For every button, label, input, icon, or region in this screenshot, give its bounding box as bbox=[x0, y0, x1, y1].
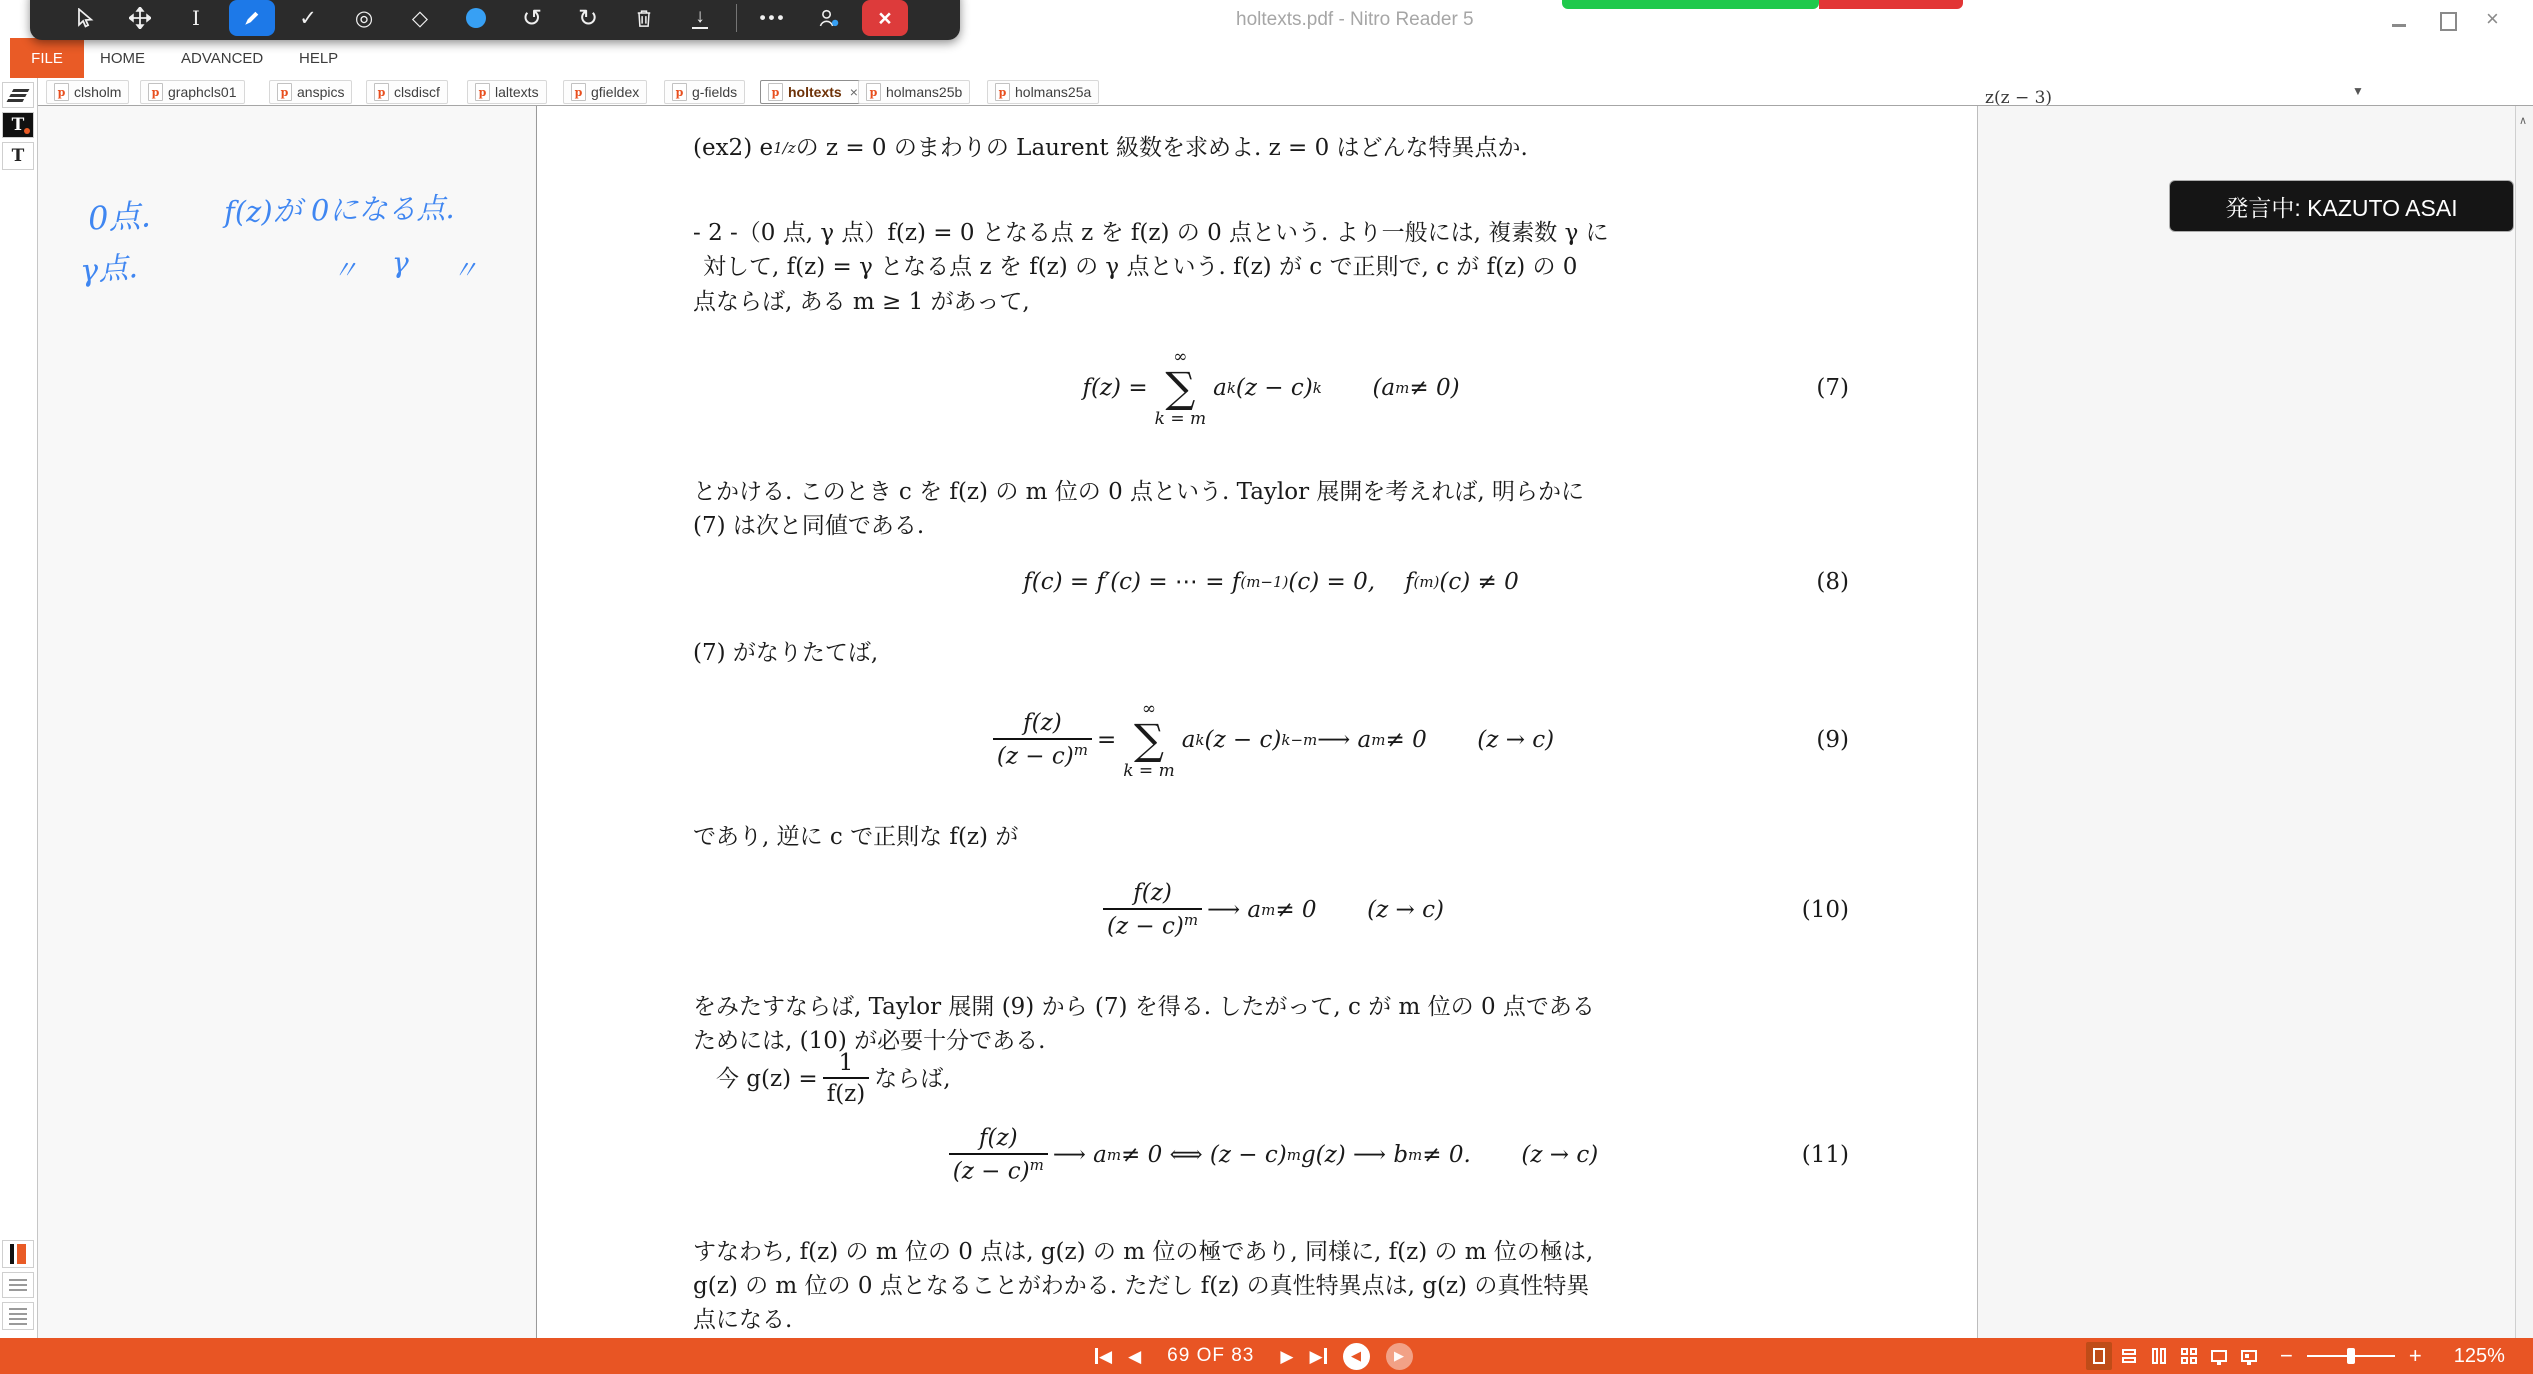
tab-laltexts[interactable]: p laltexts bbox=[467, 80, 547, 104]
tab-g-fields[interactable]: p g-fields bbox=[664, 80, 745, 104]
page-indicator: 69 OF 83 bbox=[1167, 1345, 1255, 1366]
redo-icon[interactable]: ↻ bbox=[577, 4, 599, 32]
zoom-in-button[interactable]: + bbox=[2408, 1343, 2422, 1368]
participant-annotate-icon[interactable] bbox=[801, 0, 857, 36]
status-bar bbox=[0, 1338, 2533, 1374]
doc-paragraph-line: - 2 -（0 点, γ 点）f(z) = 0 となる点 z を f(z) の 0 点という. より一般には, 複素数 γ に bbox=[693, 220, 1609, 246]
handwriting-fz-note: f(z)が 0になる点. bbox=[223, 190, 455, 230]
tab-close-icon[interactable]: × bbox=[849, 84, 858, 100]
page-layout-controls bbox=[2086, 1342, 2262, 1370]
next-page-button[interactable]: ▶ bbox=[1280, 1346, 1294, 1366]
close-annotation-icon[interactable]: × bbox=[862, 0, 908, 36]
pdf-file-icon: p bbox=[374, 83, 389, 101]
handwriting-gamma-point: γ点. bbox=[79, 250, 139, 289]
pdf-file-icon: p bbox=[995, 83, 1010, 101]
handwriting-ditto-2: 〃 bbox=[452, 256, 479, 286]
doc-paragraph-line: をみたすならば, Taylor 展開 (9) から (7) を得る. したがって, c が m 位の 0 点である bbox=[693, 994, 1595, 1020]
menu-bar bbox=[0, 38, 2533, 78]
window-title: holtexts.pdf - Nitro Reader 5 bbox=[1236, 9, 1474, 30]
layout-single-page-button[interactable] bbox=[2086, 1342, 2112, 1370]
tab-holmans25b[interactable]: p holmans25b bbox=[858, 80, 970, 104]
doc-paragraph-line-inline-math: 今 g(z) = $\frac{1}{f(z)}$ ならば, bbox=[693, 1050, 951, 1108]
monitor-icon bbox=[2211, 1350, 2227, 1362]
equation-7-number: (7) bbox=[1816, 375, 1849, 401]
single-page-icon bbox=[2093, 1348, 2105, 1364]
trash-icon[interactable] bbox=[616, 0, 672, 36]
pdf-file-icon: p bbox=[54, 83, 69, 101]
pen-tool-icon[interactable] bbox=[229, 0, 275, 36]
pdf-page bbox=[536, 106, 1978, 1338]
pdf-file-icon: p bbox=[277, 83, 292, 101]
left-icon-strip bbox=[0, 78, 38, 1338]
panel-icon-list[interactable] bbox=[2, 1272, 34, 1298]
tab-holmans25a[interactable]: p holmans25a bbox=[987, 80, 1099, 104]
handwriting-ditto-1: 〃 bbox=[332, 256, 359, 286]
screen-share-green-pill[interactable] bbox=[1562, 0, 1819, 9]
maximize-button[interactable] bbox=[2440, 12, 2457, 31]
equation-11 bbox=[693, 1113, 1849, 1197]
tab-gfieldex[interactable]: p gfieldex bbox=[563, 80, 647, 104]
panel-icon-detail-list[interactable] bbox=[2, 1302, 34, 1330]
doc-paragraph-line: g(z) の m 位の 0 点となることがわかる. ただし f(z) の真性特異点は, g(z) の真性特異 bbox=[693, 1273, 1590, 1299]
bars-icon bbox=[10, 1244, 26, 1264]
move-tool-icon[interactable] bbox=[112, 0, 168, 36]
grid-icon bbox=[2181, 1348, 2197, 1364]
view-forward-button[interactable]: ▶ bbox=[1386, 1343, 1413, 1370]
equation-8 bbox=[693, 562, 1849, 602]
zigzag-icon bbox=[7, 89, 30, 102]
left-panel bbox=[38, 106, 535, 1338]
minimize-button[interactable] bbox=[2392, 24, 2406, 27]
check-tool-icon[interactable]: ✓ bbox=[299, 6, 317, 30]
zoom-slider-thumb[interactable] bbox=[2347, 1348, 2355, 1364]
first-page-button[interactable]: ◀ bbox=[1095, 1348, 1112, 1365]
doc-paragraph-line: (7) は次と同値である. bbox=[693, 513, 925, 539]
menu-advanced[interactable]: ADVANCED bbox=[181, 49, 264, 67]
laser-tool-icon[interactable]: ◎ bbox=[354, 6, 374, 30]
app-icon-zigzag[interactable] bbox=[2, 82, 34, 108]
save-icon[interactable]: ↓ bbox=[672, 0, 728, 36]
orange-dot-icon bbox=[24, 128, 30, 134]
zoom-controls bbox=[2280, 1338, 2505, 1374]
doc-paragraph-line: とかける. このとき c を f(z) の m 位の 0 点という. Taylor 展開を考えれば, 明らかに bbox=[693, 479, 1585, 505]
toolbar-divider bbox=[736, 4, 737, 32]
two-up-icon bbox=[2152, 1348, 2166, 1364]
pdf-file-icon: p bbox=[475, 83, 490, 101]
equation-8-number: (8) bbox=[1816, 569, 1849, 595]
doc-paragraph-line: 対して, f(z) = γ となる点 z を f(z) の γ 点という. f(z) が c で正則で, c が f(z) の 0 bbox=[703, 254, 1578, 280]
last-page-button[interactable]: ▶ bbox=[1309, 1348, 1326, 1365]
more-options-icon[interactable]: ••• bbox=[759, 8, 787, 27]
tab-overflow-icon[interactable]: ▼ bbox=[2352, 84, 2364, 98]
monitor-page-icon bbox=[2241, 1350, 2257, 1362]
continuous-icon bbox=[2122, 1349, 2136, 1363]
panel-icon-bars[interactable] bbox=[2, 1240, 34, 1268]
menu-home[interactable]: HOME bbox=[100, 49, 145, 67]
list-icon bbox=[9, 1279, 27, 1291]
doc-paragraph-line: 点ならば, ある m ≥ 1 があって, bbox=[693, 289, 1030, 315]
equation-10 bbox=[693, 872, 1849, 948]
tab-holtexts-active[interactable]: p holtexts × bbox=[760, 80, 866, 104]
layout-grid-button[interactable] bbox=[2176, 1342, 2202, 1370]
doc-paragraph-line: ためには, (10) が必要十分である. bbox=[693, 1028, 1046, 1054]
previous-page-button[interactable]: ◀ bbox=[1128, 1346, 1142, 1366]
handwriting-zero-point: 0点. bbox=[87, 196, 152, 238]
menu-help[interactable]: HELP bbox=[299, 49, 339, 67]
doc-paragraph-line: (7) がなりたてば, bbox=[693, 640, 879, 666]
zoom-slider[interactable] bbox=[2307, 1355, 2395, 1357]
equation-8-body: f(c) = f′(c) = ⋯ = f (m−1) (c) = 0, f (m) (c) ≠ 0 bbox=[1023, 569, 1519, 595]
equation-11-body: $\frac{f(z)}{(z - c)^m}$ ⟶ a m ≠ 0 ⟺ (z − c) m g(z) ⟶ b m ≠ 0. (z → c) bbox=[944, 1125, 1599, 1185]
fullscreen-button[interactable] bbox=[2206, 1342, 2232, 1370]
doc-paragraph-line: すなわち, f(z) の m 位の 0 点は, g(z) の m 位の極であり, 同様に, f(z) の m 位の極は, bbox=[693, 1239, 1594, 1265]
presentation-button[interactable] bbox=[2236, 1342, 2262, 1370]
select-tool-icon[interactable] bbox=[56, 0, 112, 36]
zoom-out-button[interactable]: − bbox=[2280, 1343, 2293, 1368]
scroll-up-icon[interactable]: ∧ bbox=[2519, 115, 2528, 127]
equation-7-body: f(z) = ∞ ∑ k = m a k (z − c) k (a m ≠ 0) bbox=[1082, 346, 1460, 429]
clipped-formula-fragment: z(z − 3) bbox=[1985, 88, 2053, 108]
tab-anspics[interactable]: p anspics bbox=[269, 80, 352, 104]
layout-two-up-button[interactable] bbox=[2146, 1342, 2172, 1370]
pdf-file-icon: p bbox=[148, 83, 163, 101]
undo-icon[interactable]: ↺ bbox=[521, 4, 543, 32]
vertical-scrollbar[interactable] bbox=[2515, 106, 2533, 1338]
app-icon-t-light[interactable]: T bbox=[2, 142, 34, 170]
equation-9-body: $\frac{f(z)}{(z - c)^m}$ = ∞ ∑ k = m a k (z − c) k−m ⟶ a m ≠ 0 (z → c) bbox=[988, 701, 1554, 780]
pdf-file-icon: p bbox=[768, 83, 783, 101]
speaker-badge: 発言中: KAZUTO ASAI bbox=[2170, 181, 2513, 231]
equation-11-number: (11) bbox=[1801, 1142, 1849, 1168]
doc-paragraph-line: であり, 逆に c で正則な f(z) が bbox=[693, 824, 1019, 850]
pdf-file-icon: p bbox=[672, 83, 687, 101]
tab-clsdiscf[interactable]: p clsdiscf bbox=[366, 80, 448, 104]
equation-10-number: (10) bbox=[1801, 897, 1849, 923]
zoom-level-label: 125% bbox=[2453, 1344, 2505, 1367]
pdf-file-icon: p bbox=[571, 83, 586, 101]
doc-paragraph-line: 点になる. bbox=[693, 1307, 793, 1333]
color-picker-icon[interactable] bbox=[448, 0, 504, 36]
handwriting-gamma: γ bbox=[392, 246, 409, 279]
stop-share-red-pill[interactable] bbox=[1819, 0, 1963, 9]
layout-continuous-button[interactable] bbox=[2116, 1342, 2142, 1370]
window-close-button[interactable]: × bbox=[2486, 6, 2499, 31]
menu-file[interactable]: FILE bbox=[10, 38, 84, 78]
pdf-file-icon: p bbox=[866, 83, 881, 101]
text-tool-icon[interactable]: I bbox=[192, 6, 200, 30]
tab-graphcls01[interactable]: p graphcls01 bbox=[140, 80, 245, 104]
equation-7 bbox=[693, 338, 1849, 438]
view-back-button[interactable]: ◀ bbox=[1343, 1343, 1370, 1370]
detail-list-icon bbox=[9, 1308, 27, 1325]
tab-clsholm[interactable]: p clsholm bbox=[46, 80, 129, 104]
app-icon-t-dark[interactable]: T bbox=[2, 112, 34, 138]
equation-10-body: $\frac{f(z)}{(z - c)^m}$ ⟶ a m ≠ 0 (z → c) bbox=[1098, 880, 1444, 940]
doc-line-ex2: (ex2) e 1/z の z = 0 のまわりの Laurent 級数を求めよ. z = 0 はどんな特異点か. bbox=[693, 135, 1528, 161]
document-tabbar bbox=[0, 78, 2533, 106]
equation-9 bbox=[693, 690, 1849, 790]
page-navigation bbox=[1095, 1338, 1413, 1374]
eraser-tool-icon[interactable]: ◇ bbox=[411, 6, 429, 30]
equation-9-number: (9) bbox=[1816, 727, 1849, 753]
annotation-toolbar bbox=[30, 0, 960, 40]
